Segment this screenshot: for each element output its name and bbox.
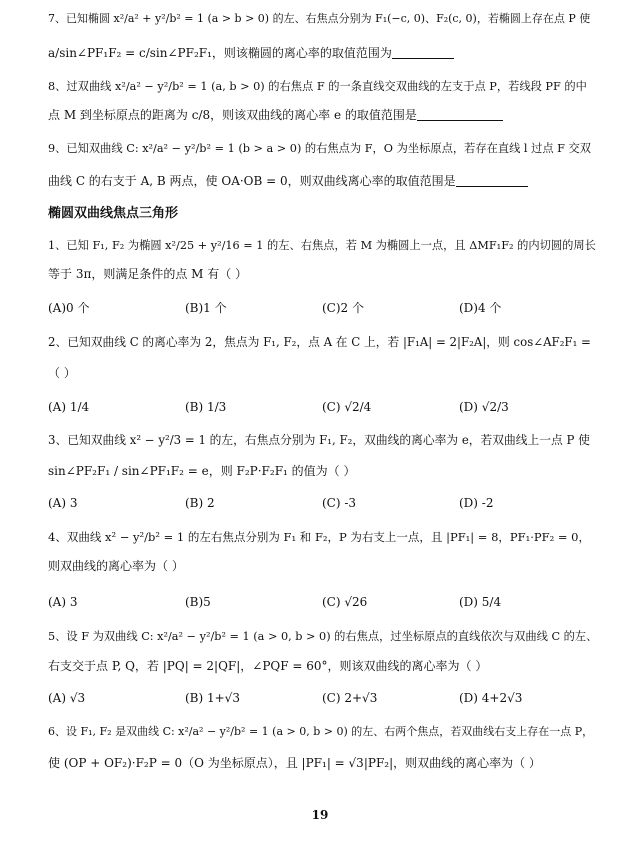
question-2-line-2: （ ） <box>48 366 76 380</box>
question-4-line-1: 4、双曲线 x² − y²/b² = 1 的左右焦点分别为 F₁ 和 F₂，P 为右支上一点，且 |PF₁| = 8，PF₁·PF₂ = 0， <box>48 530 590 544</box>
problem-7-line-2 <box>48 44 598 62</box>
section-title: 椭圆双曲线焦点三角形 <box>48 206 179 221</box>
question-5-line-1: 5、设 F 为双曲线 C: x²/a² − y²/b² = 1 (a > 0, b > 0) 的右焦点，过坐标原点的直线依次与双曲线 C 的左、 <box>48 630 598 643</box>
question-4-option-b: (B)5 <box>185 595 211 609</box>
question-1-line-2: 等于 3π，则满足条件的点 M 有（ ） <box>48 267 248 281</box>
question-1-line-1: 1、已知 F₁, F₂ 为椭圆 x²/25 + y²/16 = 1 的左、右焦点，若 M 为椭圆上一点，且 ΔMF₁F₂ 的内切圆的周长 <box>48 239 596 252</box>
question-4-option-a: (A) 3 <box>48 595 78 609</box>
question-4-option-d: (D) 5/4 <box>459 595 502 609</box>
question-2-option-a: (A) 1/4 <box>48 400 90 414</box>
question-3-line-1: 3、已知双曲线 x² − y²/3 = 1 的左，右焦点分别为 F₁, F₂，双曲线的离心率为 e，若双曲线上一点 P 使 <box>48 433 590 447</box>
answer-blank-7 <box>392 46 454 59</box>
problem-7-line-2-text: a/sin∠PF₁F₂ = c/sin∠PF₂F₁，则该椭圆的离心率的取值范围为 <box>48 46 392 60</box>
question-3-line-2: sin∠PF₂F₁ / sin∠PF₁F₂ = e，则 F₂P·F₂F₁ 的值为（ ） <box>48 464 356 478</box>
question-3-option-b: (B) 2 <box>185 496 215 510</box>
question-1-option-b: (B)1 个 <box>185 301 227 315</box>
answer-blank-9 <box>456 174 528 187</box>
question-5-option-b: (B) 1+√3 <box>185 691 240 705</box>
question-2-line-1: 2、已知双曲线 C 的离心率为 2，焦点为 F₁, F₂，点 A 在 C 上，若 |F₁A| = 2|F₂A|，则 cos∠AF₂F₁ = <box>48 335 591 349</box>
problem-9-line-2-text: 曲线 C 的右支于 A, B 两点，使 OA·OB = 0，则双曲线离心率的取值范围是 <box>48 174 456 188</box>
question-2-option-b: (B) 1/3 <box>185 400 227 414</box>
problem-9-line-2 <box>48 172 598 190</box>
question-1-option-c: (C)2 个 <box>322 301 364 315</box>
question-5-option-c: (C) 2+√3 <box>322 691 378 705</box>
question-1-option-a: (A)0 个 <box>48 301 90 315</box>
question-3-option-d: (D) -2 <box>459 496 494 510</box>
question-5-line-2: 右支交于点 P, Q，若 |PQ| = 2|QF|，∠PQF = 60°，则该双曲线的离心率为（ ） <box>48 659 488 673</box>
question-5-option-d: (D) 4+2√3 <box>459 691 523 705</box>
page-number: 19 <box>311 808 329 822</box>
problem-8-line-2 <box>48 106 598 124</box>
question-5-option-a: (A) √3 <box>48 691 86 705</box>
question-3-option-c: (C) -3 <box>322 496 357 510</box>
answer-blank-8 <box>417 108 503 121</box>
question-6-line-1: 6、设 F₁, F₂ 是双曲线 C: x²/a² − y²/b² = 1 (a > 0, b > 0) 的左、右两个焦点，若双曲线右支上存在一点 P， <box>48 725 594 738</box>
problem-8-line-2-text: 点 M 到坐标原点的距离为 c/8，则该双曲线的离心率 e 的取值范围是 <box>48 108 417 122</box>
question-1-option-d: (D)4 个 <box>459 301 502 315</box>
problem-8-line-1: 8、过双曲线 x²/a² − y²/b² = 1 (a, b > 0) 的右焦点 F 的一条直线交双曲线的左支于点 P，若线段 PF 的中 <box>48 80 587 93</box>
problem-7-line-1: 7、已知椭圆 x²/a² + y²/b² = 1 (a > b > 0) 的左、右焦点分别为 F₁(−c, 0)、F₂(c, 0)，若椭圆上存在点 P 使 <box>48 12 591 25</box>
problem-9-line-1: 9、已知双曲线 C: x²/a² − y²/b² = 1 (b > a > 0) 的右焦点为 F，O 为坐标原点，若存在直线 l 过点 F 交双 <box>48 142 592 155</box>
question-6-line-2: 使 (OP + OF₂)·F₂P = 0（O 为坐标原点），且 |PF₁| = √3|PF₂|，则双曲线的离心率为（ ） <box>48 756 541 770</box>
question-2-option-c: (C) √2/4 <box>322 400 372 414</box>
question-4-option-c: (C) √26 <box>322 595 368 609</box>
question-3-option-a: (A) 3 <box>48 496 78 510</box>
question-2-option-d: (D) √2/3 <box>459 400 509 414</box>
question-4-line-2: 则双曲线的离心率为（ ） <box>48 559 184 573</box>
